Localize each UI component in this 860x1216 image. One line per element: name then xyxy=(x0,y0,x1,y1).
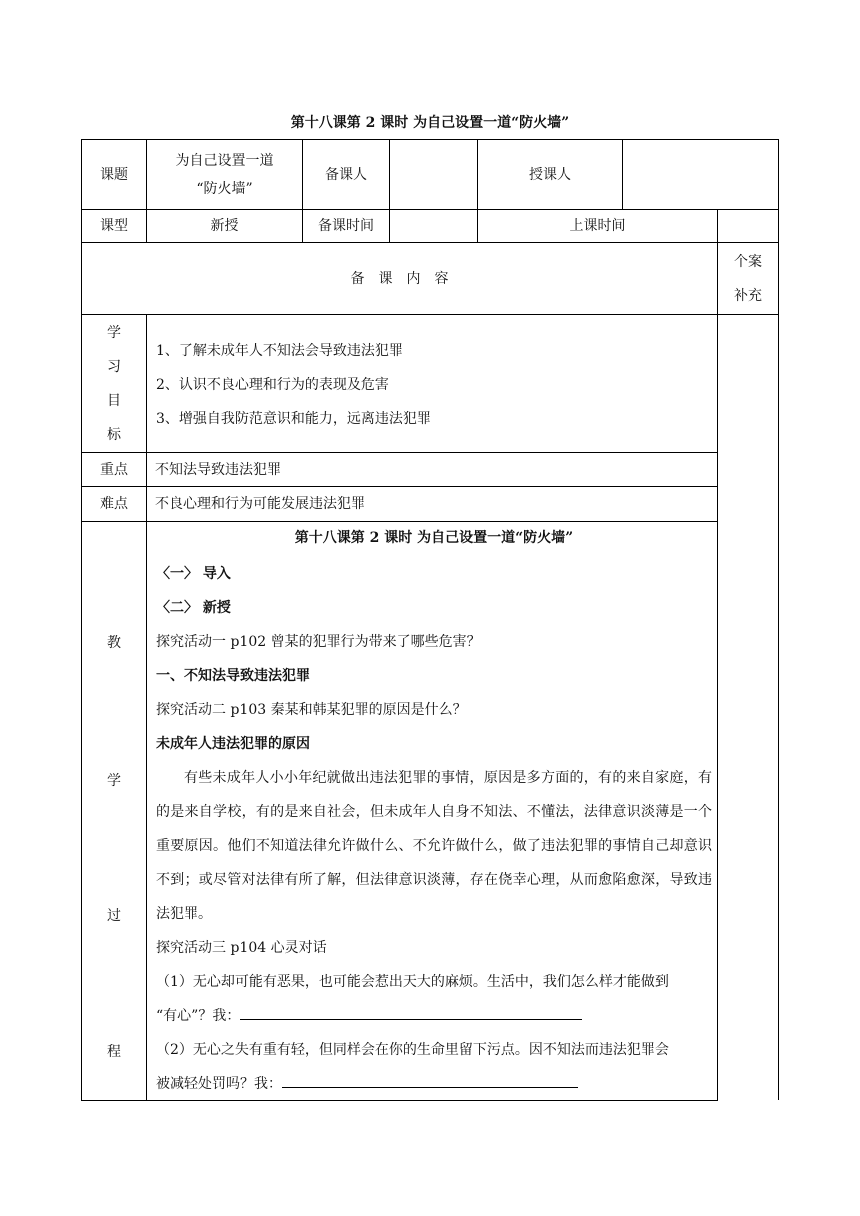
objectives-label-char-4: 标 xyxy=(107,426,121,443)
row-line-6 xyxy=(81,521,718,522)
question-2-line2 xyxy=(156,1067,712,1101)
objectives-list xyxy=(156,334,712,436)
class-time-value[interactable] xyxy=(718,210,778,242)
objectives-label xyxy=(82,315,146,452)
key-point-value: 不知法导致违法犯罪 xyxy=(155,461,281,478)
answer-2-blank[interactable] xyxy=(282,1073,578,1088)
process-label-char-1: 教 xyxy=(107,635,121,651)
col-line-f3 xyxy=(717,314,718,1101)
teacher-label: 授课人 xyxy=(529,166,571,183)
objectives-label-char-2: 习 xyxy=(107,358,121,375)
row-line-3 xyxy=(81,314,778,315)
question-2-prompt: 被减轻处罚吗？我： xyxy=(156,1076,282,1092)
causes-subheading: 未成年人违法犯罪的原因 xyxy=(156,736,310,752)
teacher-value[interactable] xyxy=(623,140,778,209)
topic-value xyxy=(147,140,302,209)
intro-heading: 〈一〉 导入 xyxy=(156,566,231,582)
objective-item: 2、认识不良心理和行为的表现及危害 xyxy=(156,377,389,393)
supplement-line1: 个案 xyxy=(734,253,762,270)
content-header: 备 课 内 容 xyxy=(350,270,449,287)
supplement-header xyxy=(718,243,778,314)
question-1-line2 xyxy=(156,999,712,1033)
table-border-right xyxy=(778,139,779,314)
objective-item: 1、了解未成年人不知法会导致违法犯罪 xyxy=(156,343,403,359)
activity-3: 探究活动三 p104 心灵对话 xyxy=(156,940,327,956)
section-1-heading: 一、不知法导致违法犯罪 xyxy=(156,668,310,684)
process-label-char-2: 学 xyxy=(107,773,121,789)
prep-time-label: 备课时间 xyxy=(318,218,374,234)
key-point-label: 重点 xyxy=(100,461,128,478)
question-2-line1: （2）无心之失有重有轻，但同样会在你的生命里留下污点。因不知法而违法犯罪会 xyxy=(156,1042,669,1058)
prep-time-value[interactable] xyxy=(390,210,477,242)
objectives-label-char-1: 学 xyxy=(107,324,121,341)
page-title: 第十八课第 2 课时 为自己设置一道“防火墙” xyxy=(290,115,570,131)
preparer-label: 备课人 xyxy=(325,166,367,183)
process-heading: 第十八课第 2 课时 为自己设置一道“防火墙” xyxy=(294,530,574,546)
objective-item: 3、增强自我防范意识和能力，远离违法犯罪 xyxy=(156,411,431,427)
question-1-line1: （1）无心却可能有恶果，也可能会惹出天大的麻烦。生活中，我们怎么样才能做到 xyxy=(156,974,669,990)
process-content xyxy=(156,525,712,1101)
objectives-label-char-3: 目 xyxy=(107,392,121,409)
process-label-char-3: 过 xyxy=(107,908,121,924)
causes-paragraph: 有些未成年人小小年纪就做出违法犯罪的事情，原因是多方面的，有的来自家庭，有的是来自学校，有的是来自社会，但未成年人自身不知法、不懂法，法律意识淡薄是一个重要原因。他们不知道法律允许做什么、不允许做什么，做了违法犯罪的事情自己却意识不到；或尽管对法律有所了解，但法律意识淡薄，存在侥幸心理，从而愈陷愈深，导致违法犯罪。 xyxy=(156,770,712,922)
process-label-char-4: 程 xyxy=(107,1044,121,1060)
table-border-right-2 xyxy=(778,314,779,1100)
difficulty-value: 不良心理和行为可能发展违法犯罪 xyxy=(155,496,365,512)
type-value: 新授 xyxy=(210,218,239,234)
topic-value-line2: “防火墙” xyxy=(196,180,253,197)
supplement-line2: 补充 xyxy=(734,287,762,304)
question-1-prompt: “有心”？我： xyxy=(156,1008,241,1024)
preparer-value[interactable] xyxy=(390,140,477,209)
topic-label: 课题 xyxy=(100,166,128,183)
type-label: 课型 xyxy=(100,218,128,234)
col-line-a2 xyxy=(146,314,147,1101)
new-lesson-heading: 〈二〉 新授 xyxy=(156,600,231,616)
difficulty-label: 难点 xyxy=(100,496,128,512)
answer-1-blank[interactable] xyxy=(240,1005,582,1020)
activity-1: 探究活动一 p102 曾某的犯罪行为带来了哪些危害？ xyxy=(156,634,481,650)
class-time-label: 上课时间 xyxy=(569,218,626,234)
activity-2: 探究活动二 p103 秦某和韩某犯罪的原因是什么？ xyxy=(156,702,467,718)
topic-value-line1: 为自己设置一道 xyxy=(175,152,274,169)
